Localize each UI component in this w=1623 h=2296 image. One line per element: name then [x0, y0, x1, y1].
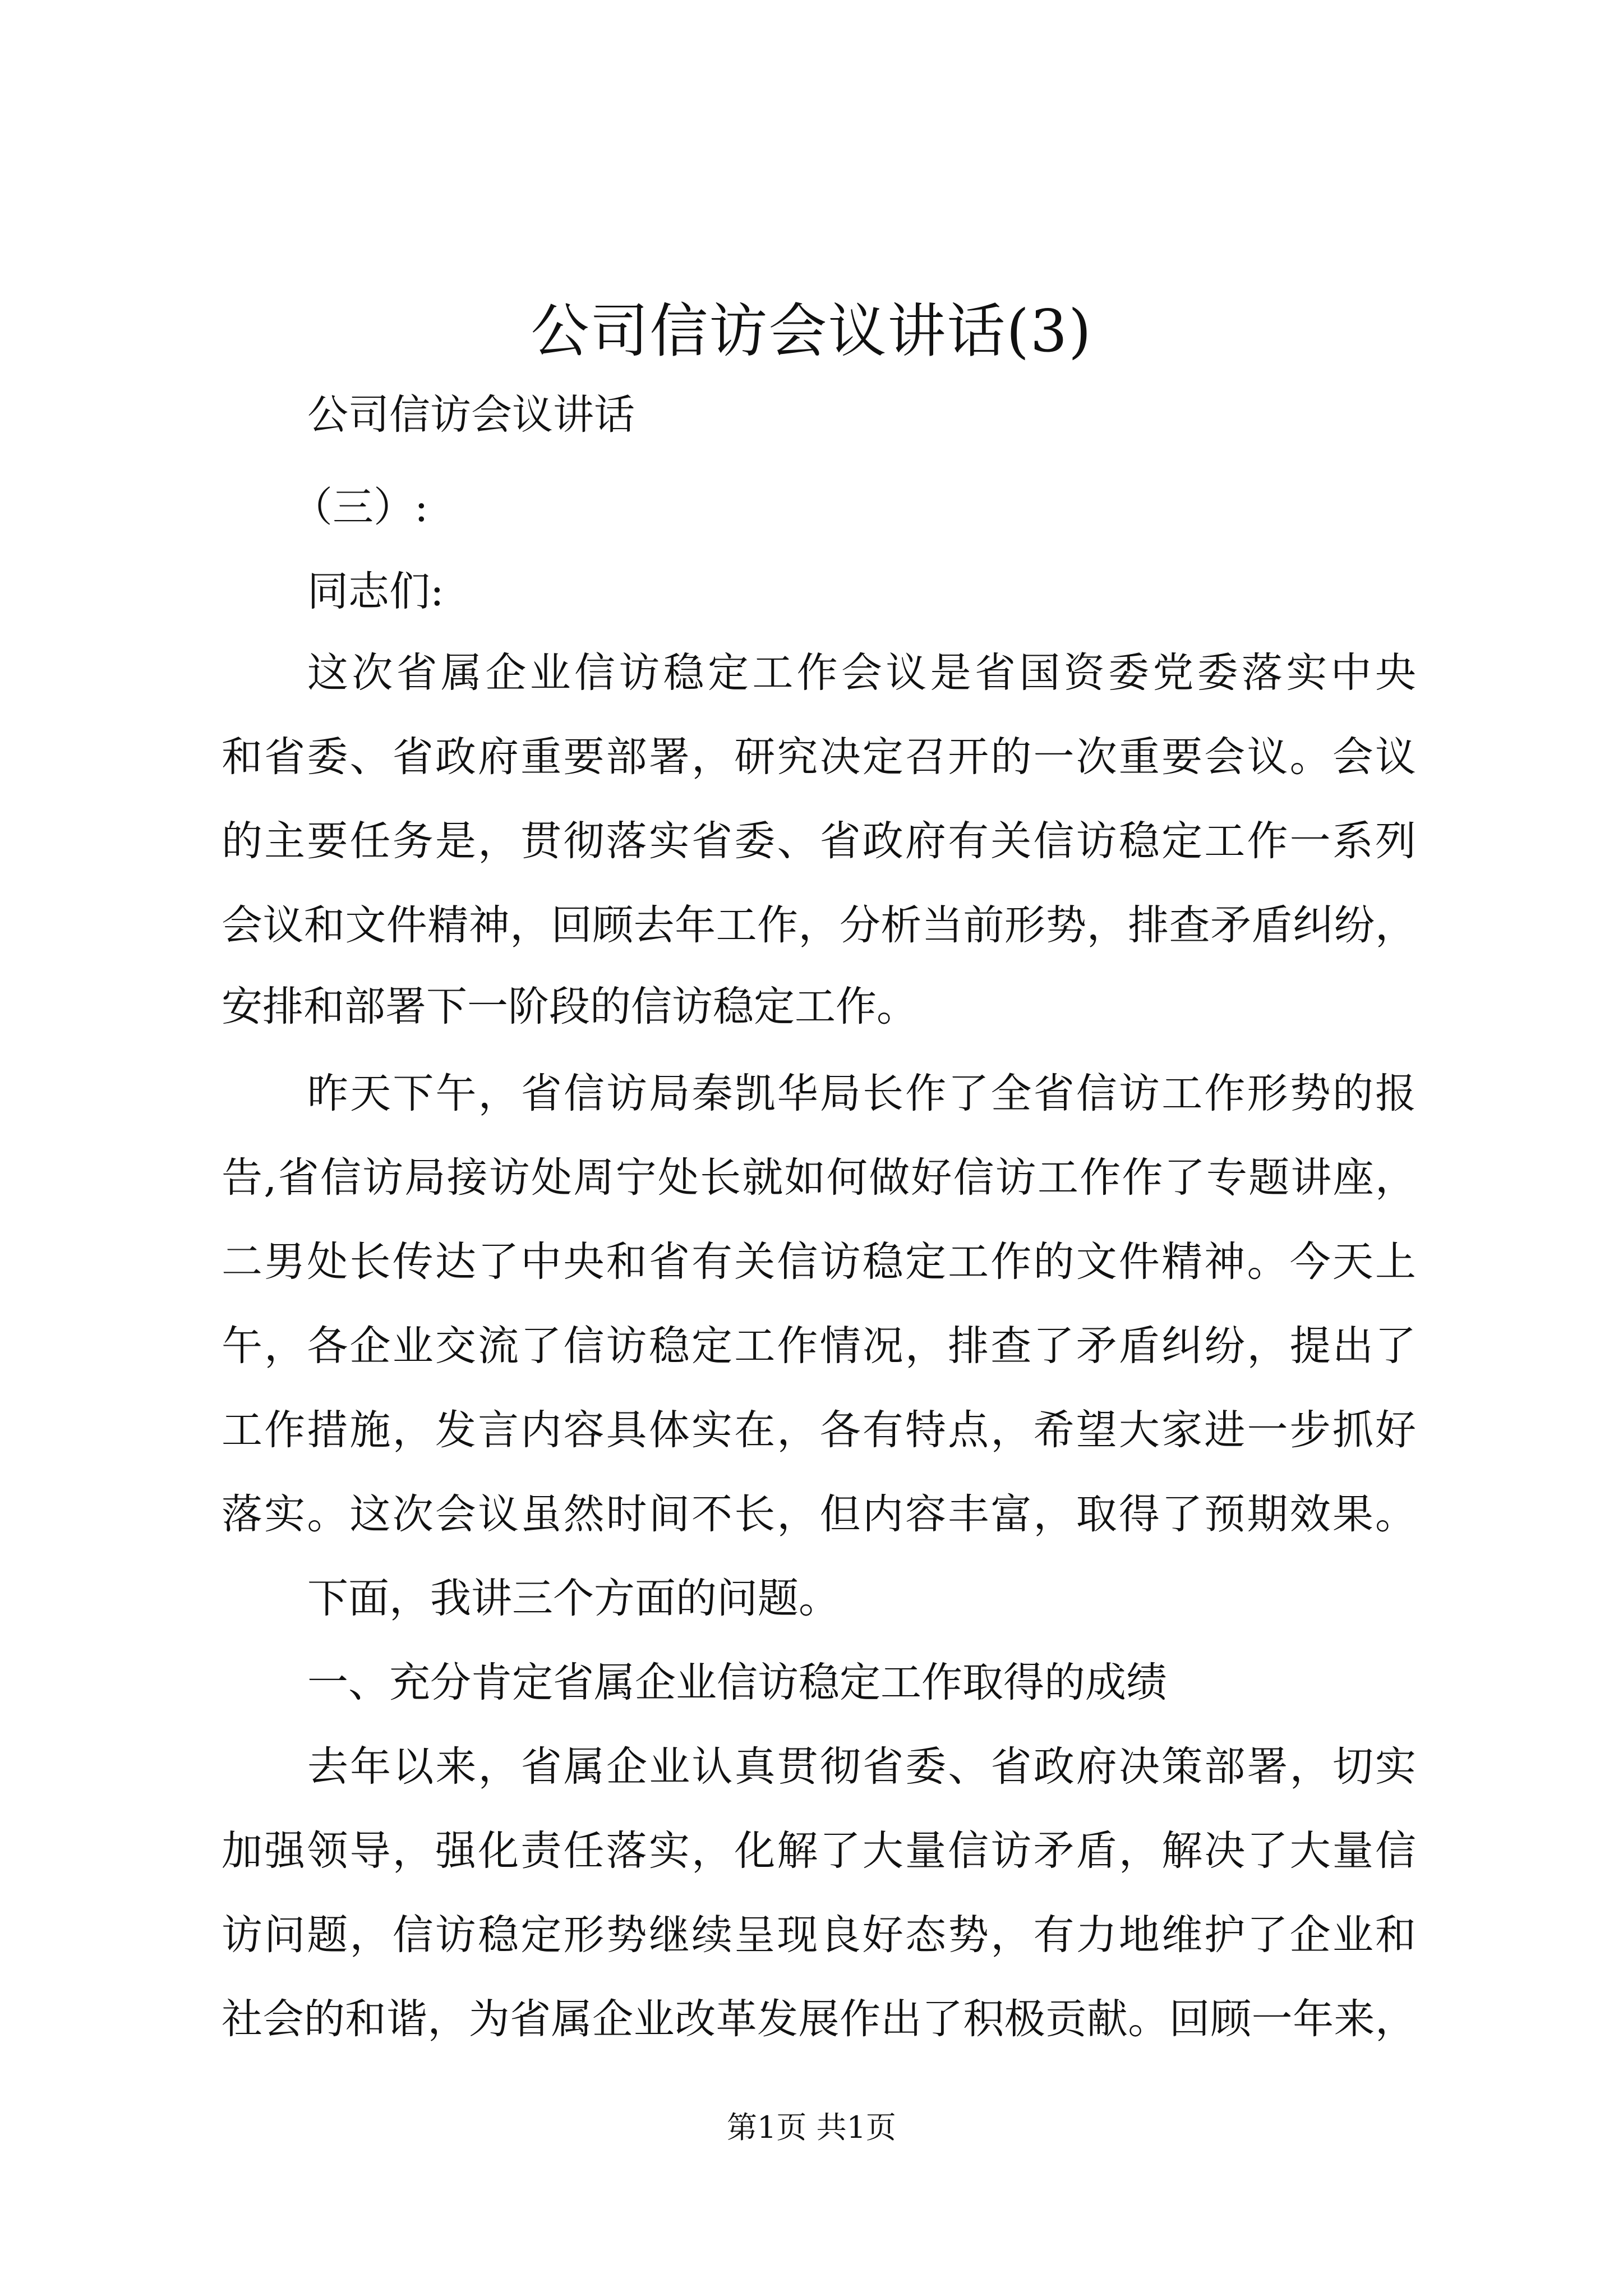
- paragraph-1-line-1: 这次省属企业信访稳定工作会议是省国资委党委落实中央: [307, 649, 1416, 697]
- paragraph-2-line-6: 落实。这次会议虽然时间不长，但内容丰富，取得了预期效果。: [222, 1490, 1416, 1538]
- paragraph-3-line-1: 下面，我讲三个方面的问题。: [307, 1575, 840, 1622]
- document-title: 公司信访会议讲话(3): [531, 297, 1092, 365]
- paragraph-2-line-3: 二男处长传达了中央和省有关信访稳定工作的文件精神。今天上: [222, 1238, 1416, 1286]
- paragraph-2-line-1: 昨天下午，省信访局秦凯华局长作了全省信访工作形势的报: [307, 1070, 1416, 1117]
- paragraph-2-line-5: 工作措施，发言内容具体实在，各有特点，希望大家进一步抓好: [222, 1406, 1416, 1454]
- paragraph-4-line-1: 去年以来，省属企业认真贯彻省委、省政府决策部署，切实: [307, 1743, 1416, 1791]
- paragraph-4-line-2: 加强领导，强化责任落实，化解了大量信访矛盾，解决了大量信: [222, 1827, 1416, 1875]
- paragraph-4-line-4: 社会的和谐，为省属企业改革发展作出了积极贡献。回顾一年来，: [222, 1995, 1416, 2043]
- salutation-line: 同志们:: [307, 568, 444, 615]
- paragraph-1-line-5: 安排和部署下一阶段的信访稳定工作。: [222, 983, 917, 1030]
- paragraph-4-line-3: 访问题，信访稳定形势继续呈现良好态势，有力地维护了企业和: [222, 1911, 1416, 1959]
- subtitle-line: 公司信访会议讲话: [307, 391, 635, 439]
- paragraph-2-line-4: 午，各企业交流了信访稳定工作情况，排查了矛盾纠纷，提出了: [222, 1322, 1416, 1370]
- paragraph-1-line-2: 和省委、省政府重要部署，研究决定召开的一次重要会议。会议: [222, 733, 1416, 781]
- paragraph-1-line-3: 的主要任务是，贯彻落实省委、省政府有关信访稳定工作一系列: [222, 817, 1416, 865]
- paragraph-2-line-2: 告,省信访局接访处周宁处长就如何做好信访工作作了专题讲座，: [222, 1154, 1416, 1202]
- page-footer: 第1页 共1页: [727, 2110, 896, 2145]
- section-heading-1: 一、充分肯定省属企业信访稳定工作取得的成绩: [307, 1659, 1167, 1706]
- section-number-line: （三）:: [292, 484, 428, 531]
- paragraph-1-line-4: 会议和文件精神，回顾去年工作，分析当前形势，排查矛盾纠纷，: [222, 901, 1416, 949]
